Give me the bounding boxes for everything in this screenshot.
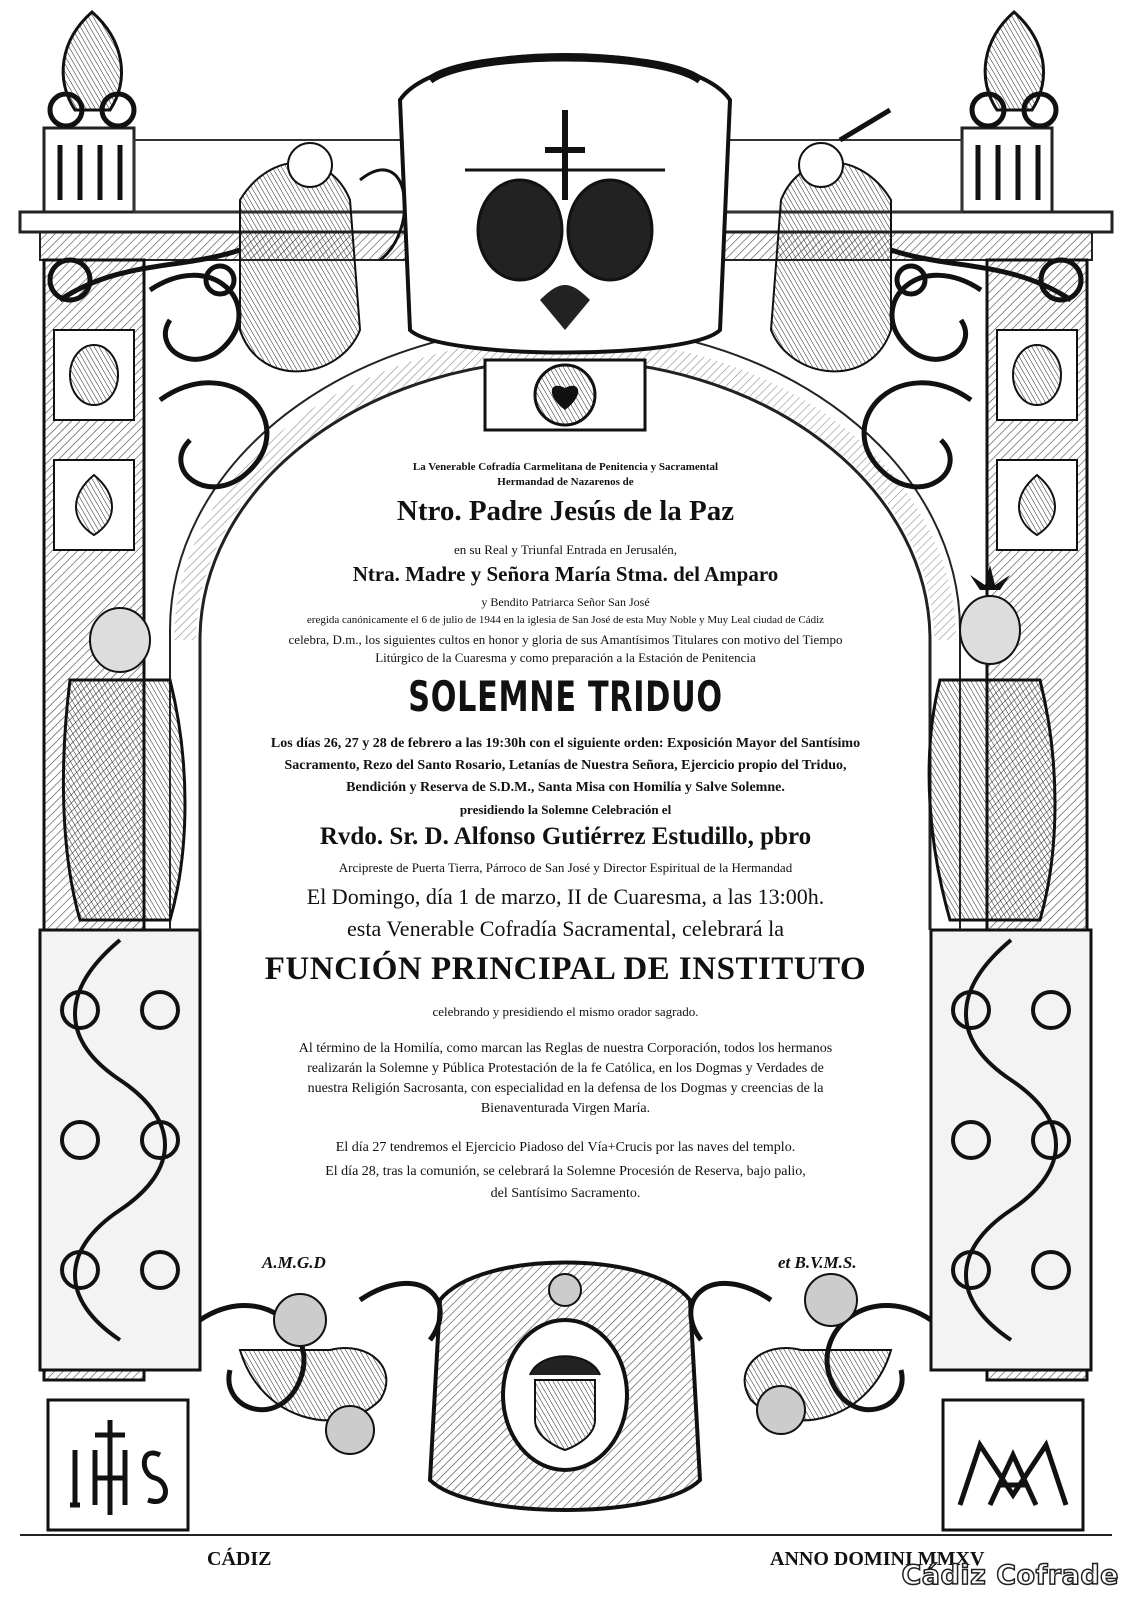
left-cherubs (240, 1294, 386, 1454)
secondary-title: Ntra. Madre y Señora María Stma. del Amparo (352, 562, 779, 586)
funcion-title: FUNCIÓN PRINCIPAL DE INSTITUTO (264, 951, 867, 987)
left-finial (50, 12, 134, 126)
homily-line-2: realizarán la Solemne y Pública Protestación de la fe Católica, en los Dogmas y Verdades de (307, 1061, 824, 1076)
sacred-heart-icon (485, 360, 645, 430)
sunday-line-2: esta Venerable Cofradía Sacramental, celebrará la (347, 916, 784, 941)
homily-line-1: Al término de la Homilía, como marcan las Reglas de nuestra Corporación, todos los hermanos (298, 1041, 833, 1056)
presiding-line: presidiendo la Solemne Celebración el (459, 802, 672, 817)
priest-role: Arcipreste de Puerta Tierra, Párroco de San José y Director Espiritual de la Hermandad (338, 860, 793, 875)
brotherhood-crest-icon (400, 55, 730, 353)
via-crucis-line: El día 27 tendremos el Ejercicio Piadoso del Vía+Crucis por las naves del templo. (335, 1140, 796, 1155)
triduo-title: SOLEMNE TRIDUO (408, 672, 723, 721)
cultos-line-1: celebra, D.m., los siguientes cultos en honor y gloria de sus Amantísimos Titulares con motivo del Tiempo (288, 632, 843, 647)
watermark: Cádiz Cofrade (901, 1560, 1119, 1591)
procession-line-2: del Santísimo Sacramento. (490, 1186, 641, 1201)
sunday-line-1: El Domingo, día 1 de marzo, II de Cuaresma, a las 13:00h. (306, 884, 825, 909)
primary-subtitle: en su Real y Triunfal Entrada en Jerusalén, (453, 542, 678, 557)
motto-right: et B.V.M.S. (778, 1253, 857, 1272)
right-angel (771, 110, 891, 371)
left-plinth (48, 1400, 188, 1530)
triduo-line-3: Bendición y Reserva de S.D.M., Santa Misa con Homilía y Salve Solemne. (346, 780, 785, 795)
intro-line-1: La Venerable Cofradía Carmelitana de Penitencia y Sacramental (412, 461, 719, 473)
city-label: CÁDIZ (207, 1548, 272, 1570)
triduo-line-1: Los días 26, 27 y 28 de febrero a las 19:30h con el siguiente orden: Exposición Mayor del Santísimo (270, 736, 861, 751)
motto-left: A.M.G.D (262, 1253, 326, 1272)
right-finial (972, 12, 1056, 126)
bishop-coat-of-arms-icon (430, 1263, 700, 1511)
right-plinth (943, 1400, 1083, 1530)
intro-line-2: Hermandad de Nazarenos de (497, 476, 634, 488)
priest-name: Rvdo. Sr. D. Alfonso Gutiérrez Estudillo, pbro (319, 823, 812, 850)
primary-title: Ntro. Padre Jesús de la Paz (396, 495, 735, 527)
homily-line-4: Bienaventurada Virgen María. (480, 1101, 651, 1116)
celebrando-line: celebrando y presidiendo el mismo orador sagrado. (432, 1004, 699, 1019)
homily-line-3: nuestra Religión Sacrosanta, con especialidad en la defensa de los Dogmas y creencias de la (307, 1081, 824, 1096)
year-label: ANNO DOMINI MMXV (770, 1548, 985, 1570)
procession-line-1: El día 28, tras la comunión, se celebrará la Solemne Procesión de Reserva, bajo palio, (325, 1164, 806, 1179)
erection-note: eregida canónicamente el 6 de julio de 1944 en la iglesia de San José de esta Muy Noble y Muy Leal ciudad de Cádiz (306, 614, 825, 626)
cultos-line-2: Litúrgico de la Cuaresma y como preparación a la Estación de Penitencia (375, 650, 756, 665)
triduo-line-2: Sacramento, Rezo del Santo Rosario, Letanías de Nuestra Señora, Ejercicio propio del Triduo, (284, 758, 847, 773)
secondary-subtitle: y Bendito Patriarca Señor San José (481, 595, 650, 609)
